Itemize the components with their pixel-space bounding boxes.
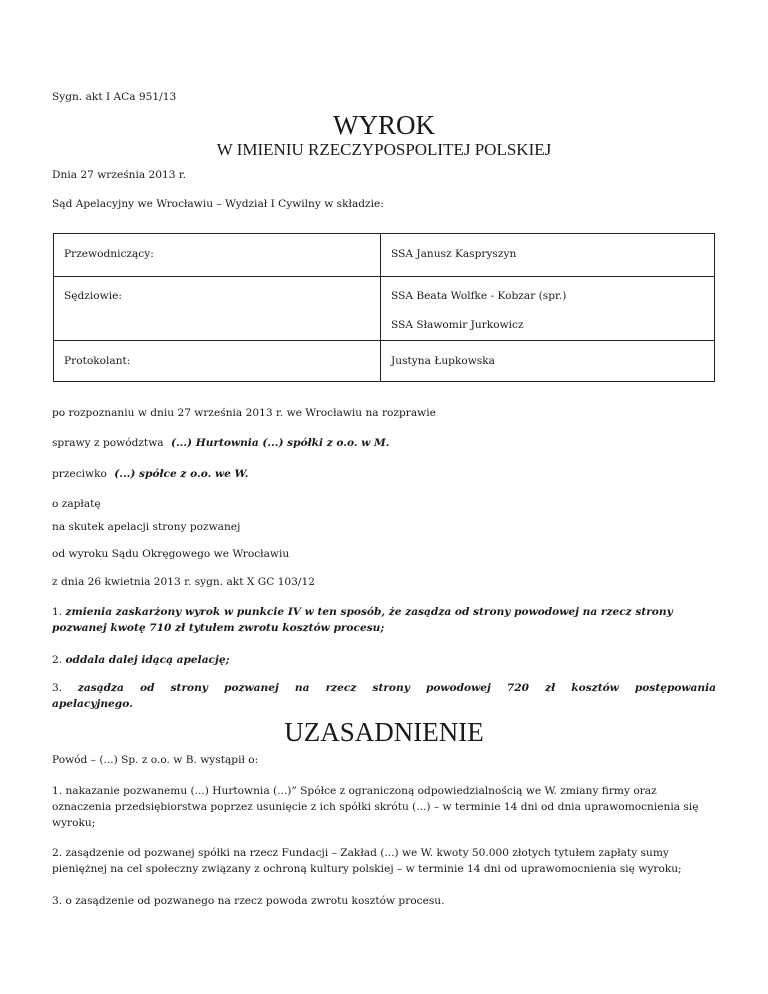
ruling-item-3-number: 3. [52, 682, 63, 694]
judgment-date: Dnia 27 września 2013 r. [52, 169, 187, 181]
judge-1: SSA Beata Wolfke - Kobzar (spr.) [391, 290, 567, 302]
defendant-line [52, 467, 248, 482]
judges-label: Sędziowie: [64, 290, 122, 302]
case-subject: o zapłatę [52, 498, 101, 510]
justification-intro: Powód – (...) Sp. z o.o. w B. wystąpił o: [52, 754, 259, 766]
ruling-item-2-number: 2. [52, 654, 63, 666]
clerk-label: Protokolant: [64, 355, 131, 367]
appeal-line: na skutek apelacji strony pozwanej [52, 521, 241, 533]
table-row [54, 277, 715, 341]
judgment-subtitle: W IMIENIU RZECZYPOSPOLITEJ POLSKIEJ [216, 140, 552, 159]
proceedings-line: po rozpoznaniu w dniu 27 września 2013 r. we Wrocławiu na rozprawie [52, 407, 436, 419]
ruling-item-2 [52, 653, 230, 668]
defendant-prefix: przeciwko [52, 468, 107, 480]
plaintiff-line [52, 436, 389, 451]
court-composition-intro: Sąd Apelacyjny we Wrocławiu – Wydział I Cywilny w składzie: [52, 198, 384, 210]
judgment-title: WYROK [333, 110, 435, 140]
ruling-item-1 [52, 604, 716, 636]
clerk-value: Justyna Łupkowska [391, 355, 495, 367]
case-number: Sygn. akt I ACa 951/13 [52, 91, 177, 103]
lower-court-judgment: od wyroku Sądu Okręgowego we Wrocławiu [52, 548, 290, 560]
table-row [54, 341, 715, 382]
lower-court-judgment-date: z dnia 26 kwietnia 2013 r. sygn. akt X GC 103/12 [52, 576, 315, 588]
ruling-item-3-text: zasądza od strony pozwanej na rzecz strony powodowej 720 zł kosztów postępowania apelacyjnego. [52, 682, 716, 710]
ruling-item-1-number: 1. [52, 606, 63, 618]
court-composition-table [53, 233, 715, 382]
judge-2: SSA Sławomir Jurkowicz [391, 319, 524, 331]
justification-heading: UZASADNIENIE [284, 717, 484, 747]
table-row [54, 234, 715, 277]
ruling-item-1-text: zmienia zaskarżony wyrok w punkcie IV w ten sposób, że zasądza od strony powodowej na rzecz strony pozwanej kwotę 710 zł tytułem zwrotu kosztów procesu; [52, 606, 673, 634]
chair-value: SSA Janusz Kaspryszyn [391, 248, 517, 260]
justification-point-1: 1. nakazanie pozwanemu (...) Hurtownia (...)” Spółce z ograniczoną odpowiedzialnością we W. zmiany firmy oraz oznaczenia przedsiębiorstwa poprzez usunięcie z ich spółki skrótu (...) – w terminie 14 dni od dnia uprawomocnienia się wyroku; [52, 785, 699, 829]
justification-point-3: 3. o zasądzenie od pozwanego na rzecz powoda zwrotu kosztów procesu. [52, 895, 445, 907]
ruling-item-3 [52, 680, 716, 712]
defendant-name: (...) spółce z o.o. we W. [114, 468, 249, 480]
plaintiff-name: (...) Hurtownia (...) spółki z o.o. w M. [170, 437, 390, 449]
chair-label: Przewodniczący: [64, 248, 154, 260]
plaintiff-prefix: sprawy z powództwa [52, 437, 164, 449]
justification-point-2: 2. zasądzenie od pozwanej spółki na rzecz Fundacji – Zakład (...) we W. kwoty 50.000 złotych tytułem zapłaty sumy pieniężnej na cel społeczny związany z ochroną kultury polskiej – w terminie 14 dni od uprawomocnienia się wyroku; [52, 847, 682, 875]
ruling-item-2-text: oddala dalej idącą apelację; [65, 654, 230, 666]
